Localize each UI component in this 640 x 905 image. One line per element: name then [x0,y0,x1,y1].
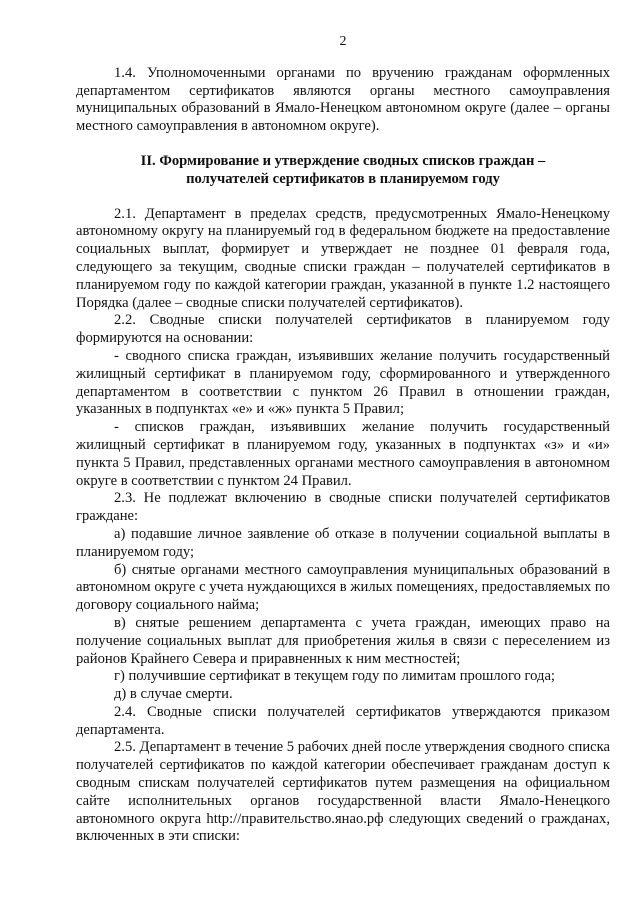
section-heading-line-1: II. Формирование и утверждение сводных списков граждан – [140,152,546,169]
list-item-a: а) подавшие личное заявление об отказе в получении социальной выплаты в планируемом году; [76,525,610,560]
paragraph-2-2: 2.2. Сводные списки получателей сертификатов в планируемом году формируются на основании: [76,312,610,347]
paragraph-2-3: 2.3. Не подлежат включению в сводные списки получателей сертификатов граждане: [76,490,610,525]
paragraph-1-4: 1.4. Уполномоченными органами по вручению гражданам оформленных департаментом сертификатов являются органы местного самоуправления муниципальных образований в Ямало-Ненецком автономном округе (далее – органы местного самоуправления в автономном округе). [76,64,610,135]
page-number: 2 [339,34,347,49]
list-item-g: г) получившие сертификат в текущем году по лимитам прошлого года; [114,668,555,685]
list-item-lists-of-citizens: - списков граждан, изъявивших желание получить государственный жилищный сертификат в планируемом году, указанных в подпунктах «з» и «и» пункта 5 Правил, представленных органами местного самоуправления в автономном округе в соответствии с пунктом 24 Правил. [76,419,610,489]
paragraph-2-1: 2.1. Департамент в пределах средств, предусмотренных Ямало-Ненецкому автономному округу на планируемый год в федеральном бюджете на предоставление социальных выплат, формирует и утверждает не позднее 01 февраля года, следующего за текущим, сводные списки граждан – получателей сертификатов в планируемом году по каждой категории граждан, указанной в пункте 1.2 настоящего Порядка (далее – сводные списки получателей сертификатов). [76,205,610,311]
paragraph-2-5: 2.5. Департамент в течение 5 рабочих дней после утверждения сводного списка получателей сертификатов по каждой категории обеспечивает гражданам доступ к сводным спискам получателей сертификатов путем размещения на официальном сайте исполнительных органов государственной власти Ямало-Ненецкого автономного округа http://правительство.янао.рф следующих сведений о гражданах, включенных в эти списки: [76,739,610,845]
list-item-v: в) снятые решением департамента с учета граждан, имеющих право на получение социальных выплат для приобретения жилья в связи с переселением из районов Крайнего Севера и приравненных к ним местностей; [76,614,610,667]
section-heading-line-2: получателей сертификатов в планируемом году [186,170,500,187]
paragraph-2-4: 2.4. Сводные списки получателей сертификатов утверждаются приказом департамента. [76,703,610,738]
list-item-d: д) в случае смерти. [114,686,233,703]
list-item-b: б) снятые органами местного самоуправления муниципальных образований в автономном округе с учета нуждающихся в жилых помещениях, предоставляемых по договору социального найма; [76,561,610,614]
list-item-consolidated-list: - сводного списка граждан, изъявивших желание получить государственный жилищный сертификат в планируемом году, сформированного и утвержденного департаментом в соответствии с пунктом 26 Правил в отношении граждан, указанных в подпунктах «е» и «ж» пункта 5 Правил; [76,347,610,418]
section-heading [76,153,610,189]
